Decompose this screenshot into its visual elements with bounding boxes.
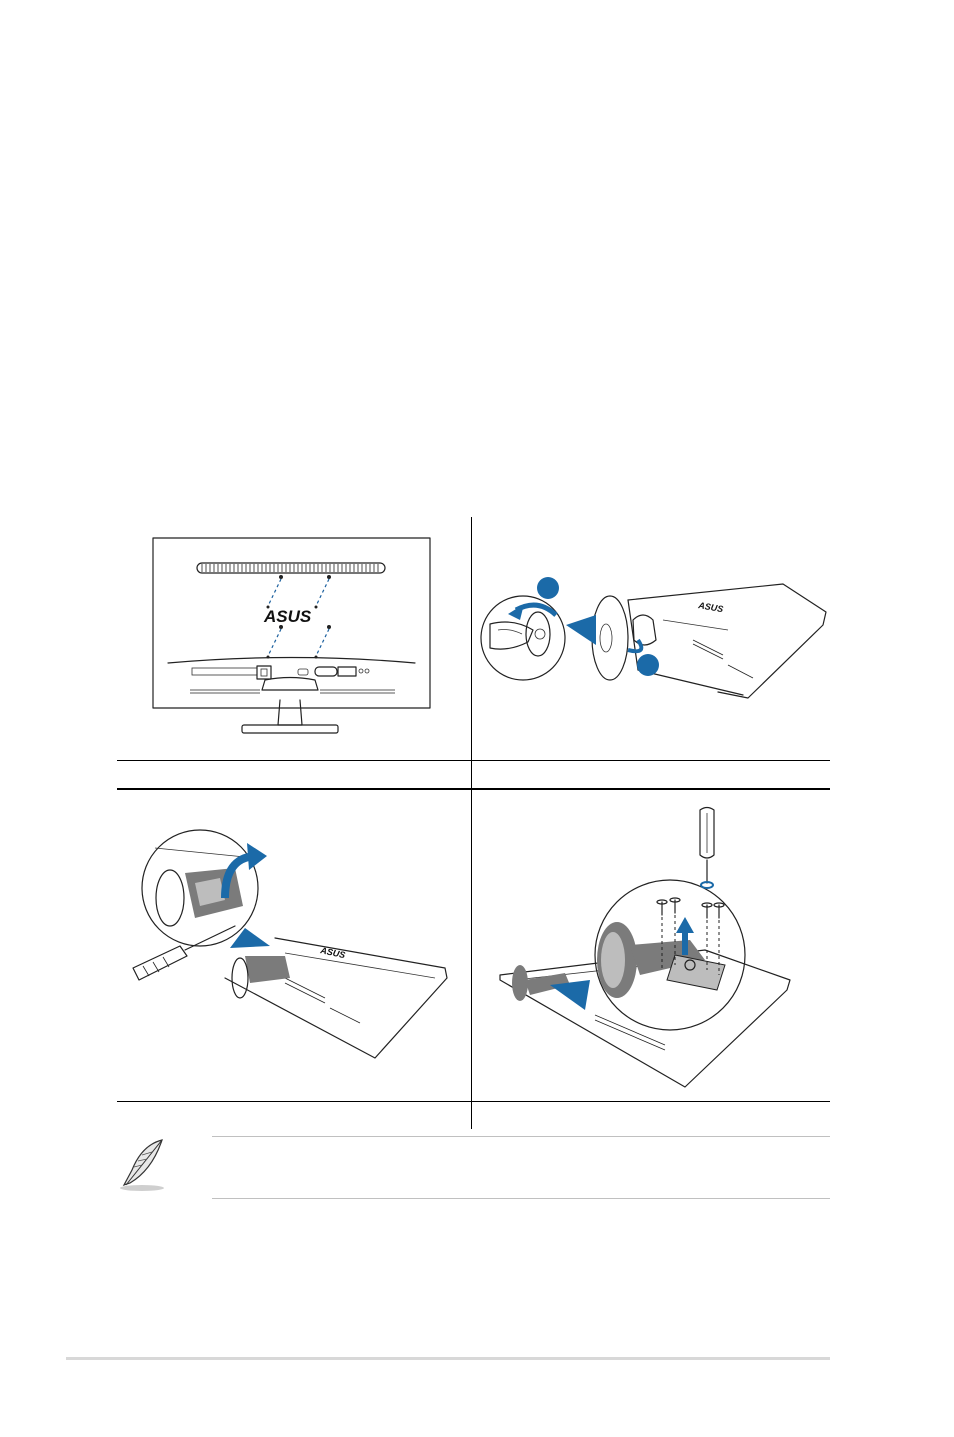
table-rule-3 [117,1101,830,1102]
table-rule-2 [117,788,830,790]
asus-logo-small: ASUS [697,600,725,615]
feather-pen-icon [112,1135,172,1195]
footer-rule [66,1357,830,1360]
table-rule-1 [117,760,830,761]
asus-logo-hinge: ASUS [319,945,347,961]
asus-logo: ASUS [264,607,312,626]
note-bottom-rule [212,1198,830,1199]
hinge-cover-figure [125,828,465,1063]
step-1-badge [537,577,559,599]
base-removal-figure [478,570,833,710]
table-divider-vertical [471,517,472,1129]
note-top-rule [212,1136,830,1137]
step-2-badge [637,654,659,676]
screw-removal-figure [495,805,795,1090]
note-text [214,1150,824,1190]
monitor-back-figure [140,530,440,745]
